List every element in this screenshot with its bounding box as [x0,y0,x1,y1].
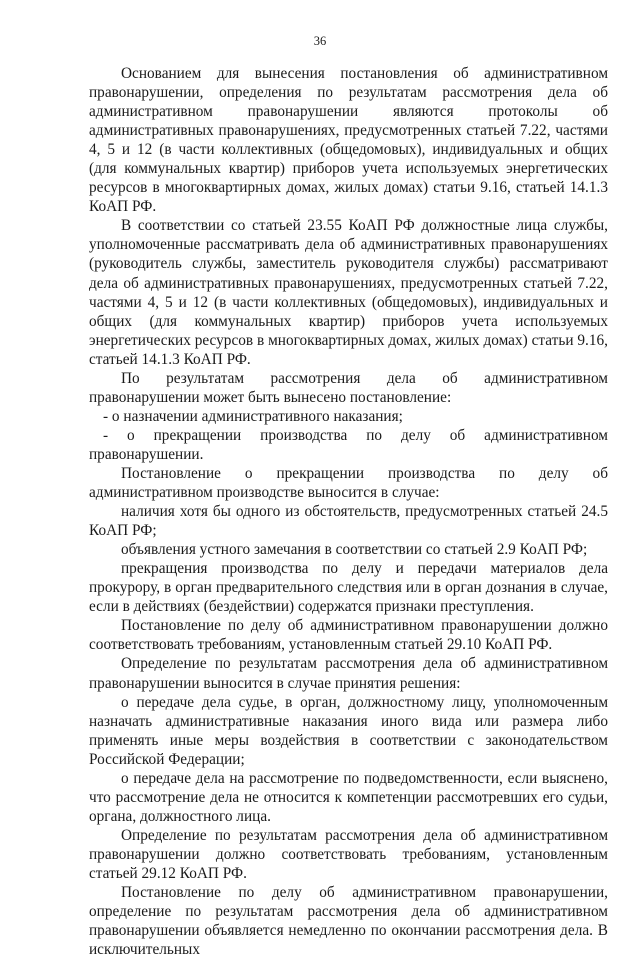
page-number: 36 [313,34,327,48]
paragraph-transfer-to-judge: о передаче дела судье, в орган, должностному лицу, уполномоченным назначать административные наказания иного вида или размера либо применять иные меры воздействия в соответствии с законодательством Российской Федерации; [89,693,608,768]
paragraph-determination-requirements: Определение по результатам рассмотрения дела об административном правонарушении должно соответствовать требованиям, установленным статьей 29.12 КоАП РФ. [89,826,608,882]
paragraph-grounds: Основанием для вынесения постановления об административном правонарушении, определения по результатам рассмотрения дела об административном правонарушении являются протоколы об административных правонарушениях, предусмотренных статьей 7.22, частями 4, 5 и 12 (в части коллективных (общедомовых), индивидуальных и общих (для коммунальных квартир) приборов учета используемых энергетических ресурсов в многоквартирных домах, жилых домах) статьи 9.16, статьей 14.1.3 КоАП РФ. [89,65,608,216]
paragraph-resolution-requirements: Постановление по делу об административном правонарушении должно соответствовать требованиям, установленным статьей 29.10 КоАП РФ. [89,617,608,654]
paragraph-announcement: Постановление по делу об административном правонарушении, определение по результатам рассмотрения дела об административном правонарушении объявляется немедленно по окончании рассмотрения дела. В исключительных [89,884,608,959]
paragraph-case-prosecutor: прекращения производства по делу и передачи материалов дела прокурору, в орган предварительного следствия или в орган дознания в случае, если в действиях (бездействии) содержатся признаки преступления. [89,560,608,616]
paragraph-decision-types-intro: По результатам рассмотрения дела об административном правонарушении может быть вынесено постановление: [89,369,608,406]
paragraph-case-circumstances: наличия хотя бы одного из обстоятельств, предусмотренных статьей 24.5 КоАП РФ; [89,503,608,540]
paragraph-determination-cases: Определение по результатам рассмотрения дела об административном правонарушении выносится в случае принятия решения: [89,655,608,692]
list-item-termination: - о прекращении производства по делу об административном правонарушении. [89,426,608,463]
paragraph-termination-cases: Постановление о прекращении производства по делу об административном производстве выносится в случае: [89,464,608,502]
document-body [89,64,608,959]
paragraph-case-oral-remark: объявления устного замечания в соответствии со статьей 2.9 КоАП РФ; [121,541,588,559]
list-item-penalty: - о назначении административного наказания; [103,407,403,425]
paragraph-authority: В соответствии со статьей 23.55 КоАП РФ должностные лица службы, уполномоченные рассматривать дела об административных правонарушениях (руководитель службы, заместитель руководителя службы) рассматривают дела об административных правонарушениях, предусмотренных статьей 7.22, частями 4, 5 и 12 (в части коллективных (общедомовых), индивидуальных и общих (для коммунальных квартир) приборов учета используемых энергетических ресурсов в многоквартирных домах, жилых домах) статьи 9.16, статьей 14.1.3 КоАП РФ. [89,217,608,368]
paragraph-transfer-jurisdiction: о передаче дела на рассмотрение по подведомственности, если выяснено, что рассмотрение дела не относится к компетенции рассмотревших его судьи, органа, должностного лица. [89,769,608,825]
